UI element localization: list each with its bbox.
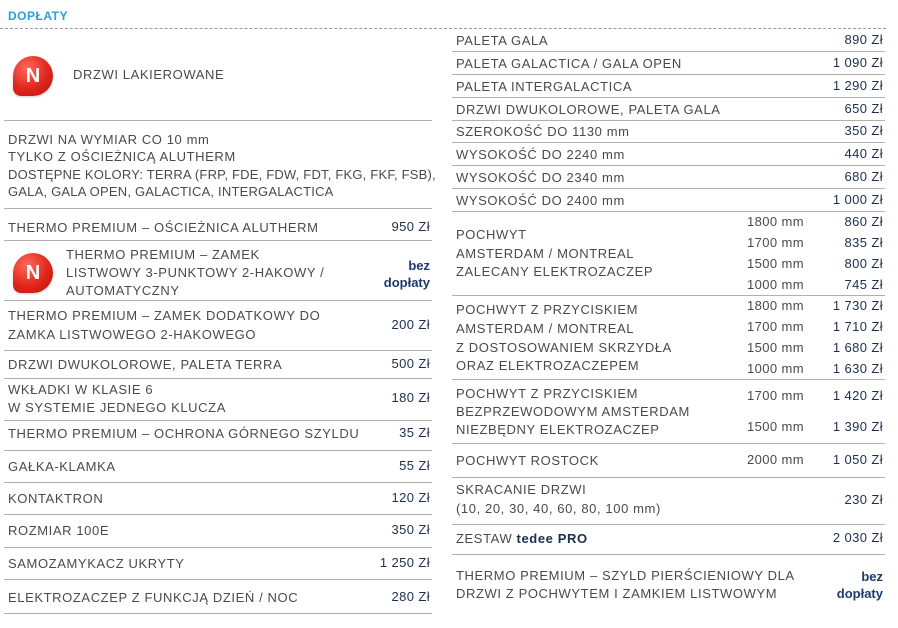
size-mm: 1800 mm xyxy=(747,214,804,229)
price-row xyxy=(4,580,432,614)
size-price: 1 680 Zł xyxy=(832,340,883,355)
row-price: 120 Zł xyxy=(391,490,430,505)
row-label: THERMO PREMIUM – OŚCIEŻNICA ALUTHERM xyxy=(8,220,319,235)
size-mm: 1700 mm xyxy=(747,235,804,250)
row-label: ELEKTROZACZEP Z FUNKCJĄ DZIEŃ / NOC xyxy=(8,590,299,605)
row-label: KONTAKTRON xyxy=(8,491,104,506)
group-label-line: AMSTERDAM / MONTREAL xyxy=(456,321,635,336)
size-price: 835 Zł xyxy=(844,235,883,250)
skracanie-row xyxy=(452,478,885,525)
size-mm: 1000 mm xyxy=(747,361,804,376)
price-row xyxy=(4,451,432,483)
size-mm: 1500 mm xyxy=(747,256,804,271)
row-price: 35 Zł xyxy=(399,425,430,440)
size-mm: 1000 mm xyxy=(747,277,804,292)
row-label xyxy=(456,530,588,548)
size-price: 1 710 Zł xyxy=(832,319,883,334)
wymiar-row xyxy=(4,121,436,209)
price-row xyxy=(452,143,885,166)
row-label: PALETA GALACTICA / GALA OPEN xyxy=(456,56,682,71)
row-label: ROZMIAR 100E xyxy=(8,523,110,538)
group-label-line: ZALECANY ELEKTROZACZEP xyxy=(456,264,654,279)
price-row xyxy=(452,166,885,189)
wymiar-line: DOSTĘPNE KOLORY: TERRA (FRP, FDE, FDW, FDT, FKG, FKF, FSB), xyxy=(8,167,436,182)
size-price: 745 Zł xyxy=(844,277,883,292)
row-price: 950 Zł xyxy=(391,219,430,234)
group-label-line: BEZPRZEWODOWYM AMSTERDAM xyxy=(456,404,690,419)
row-label: DRZWI DWUKOLOROWE, PALETA TERRA xyxy=(8,357,283,372)
price-row xyxy=(4,515,432,548)
pochwyt-group xyxy=(452,212,885,296)
row-label-line: LISTWOWY 3-PUNKTOWY 2-HAKOWY / xyxy=(66,265,325,280)
group-label-line: Z DOSTOSOWANIEM SKRZYDŁA xyxy=(456,340,672,355)
size-price: 1 420 Zł xyxy=(832,388,883,403)
wymiar-line: TYLKO Z OŚCIEŻNICĄ ALUTHERM xyxy=(8,149,236,164)
row-label: WYSOKOŚĆ DO 2340 mm xyxy=(456,170,625,185)
row-price: 280 Zł xyxy=(391,589,430,604)
row-price: 680 Zł xyxy=(844,169,883,184)
row-price: 200 Zł xyxy=(391,317,430,332)
row-label-line: THERMO PREMIUM – SZYLD PIERŚCIENIOWY DLA xyxy=(456,568,795,583)
row-price: 350 Zł xyxy=(391,522,430,537)
price-row xyxy=(452,98,885,121)
size-mm: 1700 mm xyxy=(747,388,804,403)
row-label: DRZWI DWUKOLOROWE, PALETA GALA xyxy=(456,102,721,117)
lakierowane-row xyxy=(4,29,432,121)
row-price: 55 Zł xyxy=(399,458,430,473)
row-price: 230 Zł xyxy=(844,492,883,507)
row-label: WYSOKOŚĆ DO 2240 mm xyxy=(456,147,625,162)
price-row xyxy=(452,75,885,98)
size-price: 800 Zł xyxy=(844,256,883,271)
row-price-bez: bez xyxy=(861,569,883,584)
size-price: 860 Zł xyxy=(844,214,883,229)
row-label: THERMO PREMIUM – OCHRONA GÓRNEGO SZYLDU xyxy=(8,426,360,441)
price-row xyxy=(4,421,432,451)
group-label-line: AMSTERDAM / MONTREAL xyxy=(456,246,635,261)
group-label-line: NIEZBĘDNY ELEKTROZACZEP xyxy=(456,422,660,437)
row-price: 1 290 Zł xyxy=(832,78,883,93)
row-label-line: (10, 20, 30, 40, 60, 80, 100 mm) xyxy=(456,501,661,516)
row-label: GAŁKA-KLAMKA xyxy=(8,459,116,474)
row-label: SZEROKOŚĆ DO 1130 mm xyxy=(456,124,630,139)
row-label-line: W SYSTEMIE JEDNEGO KLUCZA xyxy=(8,400,226,415)
row-label: PALETA GALA xyxy=(456,33,549,48)
wymiar-line: GALA, GALA OPEN, GALACTICA, INTERGALACTICA xyxy=(8,184,334,199)
row-label: POCHWYT ROSTOCK xyxy=(456,453,599,468)
size-mm: 1500 mm xyxy=(747,419,804,434)
price-row xyxy=(4,483,432,515)
row-label: SAMOZAMYKACZ UKRYTY xyxy=(8,556,185,571)
row-label-line: DRZWI Z POCHWYTEM I ZAMKIEM LISTWOWYM xyxy=(456,586,778,601)
price-row xyxy=(4,351,432,379)
rostock-row xyxy=(452,444,885,478)
pochwyt-group xyxy=(452,296,885,380)
row-label-line: WKŁADKI W KLASIE 6 xyxy=(8,382,154,397)
size-mm: 1500 mm xyxy=(747,340,804,355)
row-price: 1 050 Zł xyxy=(832,452,883,467)
row-label-line: ZAMKA LISTWOWEGO 2-HAKOWEGO xyxy=(8,327,257,342)
size-mm: 1800 mm xyxy=(747,298,804,313)
price-row xyxy=(4,379,432,421)
size-mm: 2000 mm xyxy=(747,452,804,467)
row-price-doplaty: dopłaty xyxy=(383,275,430,290)
row-price: 500 Zł xyxy=(391,356,430,371)
row-price-doplaty: dopłaty xyxy=(836,586,883,601)
row-label-line: AUTOMATYCZNY xyxy=(66,283,180,298)
price-row xyxy=(452,189,885,212)
row-price: 350 Zł xyxy=(844,123,883,138)
row-price-bez: bez xyxy=(408,258,430,273)
row-price: 1 090 Zł xyxy=(832,55,883,70)
new-badge-icon: N xyxy=(13,253,53,293)
row-label-line: THERMO PREMIUM – ZAMEK DODATKOWY DO xyxy=(8,308,321,323)
row-label-line: SKRACANIE DRZWI xyxy=(456,482,587,497)
pochwyt-group xyxy=(452,380,885,444)
price-row xyxy=(452,29,885,52)
row-price: 1 250 Zł xyxy=(379,555,430,570)
section-title: DOPŁATY xyxy=(8,9,68,23)
size-price: 1 730 Zł xyxy=(832,298,883,313)
row-price: 650 Zł xyxy=(844,101,883,116)
row-price: 890 Zł xyxy=(844,32,883,47)
row-price: 180 Zł xyxy=(391,390,430,405)
size-price: 1 630 Zł xyxy=(832,361,883,376)
wymiar-line: DRZWI NA WYMIAR CO 10 mm xyxy=(8,132,210,147)
size-mm: 1700 mm xyxy=(747,319,804,334)
row-label: WYSOKOŚĆ DO 2400 mm xyxy=(456,193,625,208)
row-price: 440 Zł xyxy=(844,146,883,161)
price-row xyxy=(4,548,432,580)
row-price: 1 000 Zł xyxy=(832,192,883,207)
row-label: PALETA INTERGALACTICA xyxy=(456,79,633,94)
price-row xyxy=(4,301,432,351)
group-label-line: ORAZ ELEKTROZACZEPEM xyxy=(456,358,640,373)
group-label-line: POCHWYT Z PRZYCISKIEM xyxy=(456,302,639,317)
tedee-row xyxy=(452,525,885,555)
price-row xyxy=(452,121,885,143)
row-price: 2 030 Zł xyxy=(832,530,883,545)
price-row xyxy=(4,241,432,301)
price-row xyxy=(4,209,432,241)
row-label-line: THERMO PREMIUM – ZAMEK xyxy=(66,247,260,262)
lakierowane-label: DRZWI LAKIEROWANE xyxy=(73,67,225,82)
tedee-label-bold: tedee PRO xyxy=(516,531,588,546)
new-badge-icon: N xyxy=(13,56,53,96)
group-label-line: POCHWYT Z PRZYCISKIEM xyxy=(456,386,639,401)
group-label-line: POCHWYT xyxy=(456,227,527,242)
size-price: 1 390 Zł xyxy=(832,419,883,434)
tedee-label-prefix: ZESTAW xyxy=(456,531,517,546)
price-row xyxy=(452,52,885,75)
szyld-row xyxy=(452,555,885,605)
